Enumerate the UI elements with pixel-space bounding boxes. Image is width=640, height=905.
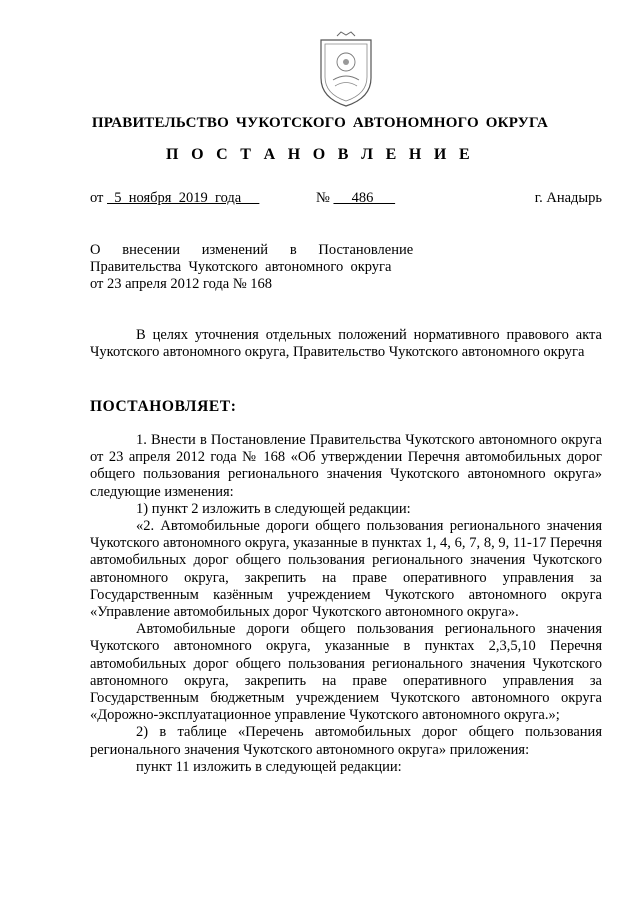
decree-title: П О С Т А Н О В Л Е Н И Е — [166, 146, 474, 163]
number-prefix: № — [316, 190, 330, 206]
subject-line: от 23 апреля 2012 года № 168 — [90, 276, 273, 293]
paragraph: «2. Автомобильные дороги общего пользования регионального значения Чукотского автономного округа, указанные в пунктах 1, 4, 6, 7, 8, 9, 11-17 Перечня автомобильных дорог общего пользования регионального значения Чукотского автономного округа, закрепить на праве оперативного управления за Государственным казённым учреждением Чукотского автономного округа «Управление автомобильных дорог Чукотского автономного округа». — [90, 518, 602, 621]
coat-of-arms-emblem — [315, 30, 377, 110]
government-name: ПРАВИТЕЛЬСТВО ЧУКОТСКОГО АВТОНОМНОГО ОКРУГА — [91, 115, 549, 131]
resolves-heading: ПОСТАНОВЛЯЕТ: — [90, 398, 237, 415]
decree-body — [90, 432, 602, 776]
subject-line: Правительства Чукотского автономного округа — [90, 259, 392, 276]
decree-date: 5 ноября 2019 года — [107, 190, 260, 206]
date-prefix: от — [90, 190, 104, 206]
date-field — [90, 190, 259, 207]
paragraph: 1) пункт 2 изложить в следующей редакции: — [136, 500, 411, 517]
paragraph: 2) в таблице «Перечень автомобильных дорог общего пользования регионального значения Чукотского автономного округа» приложения: — [90, 724, 602, 758]
paragraph: Автомобильные дороги общего пользования регионального значения Чукотского автономного округа, указанные в пунктах 2,3,5,10 Перечня автомобильных дорог общего пользования регионального значения Чукотского автономного округа, закрепить на праве оперативного управления за Государственным бюджетным учреждением Чукотского автономного округа «Дорожно-эксплуатационное управление Чукотского автономного округа.»; — [90, 621, 602, 724]
subject-line: О внесении изменений в Постановление — [90, 242, 414, 258]
paragraph: 1. Внести в Постановление Правительства Чукотского автономного округа от 23 апреля 2012 года № 168 «Об утверждении Перечня автомобильных дорог общего пользования регионального значения Чукотского автономного округа» следующие изменения: — [90, 432, 602, 500]
decree-subject — [90, 242, 414, 294]
place: г. Анадырь — [534, 190, 602, 206]
paragraph: пункт 11 изложить в следующей редакции: — [136, 758, 402, 775]
preamble-text: В целях уточнения отдельных положений нормативного правового акта Чукотского автономного округа, Правительство Чукотского автономного округа — [90, 327, 602, 361]
decree-number: 486 — [333, 190, 396, 206]
number-field — [316, 190, 395, 207]
preamble — [90, 327, 602, 361]
